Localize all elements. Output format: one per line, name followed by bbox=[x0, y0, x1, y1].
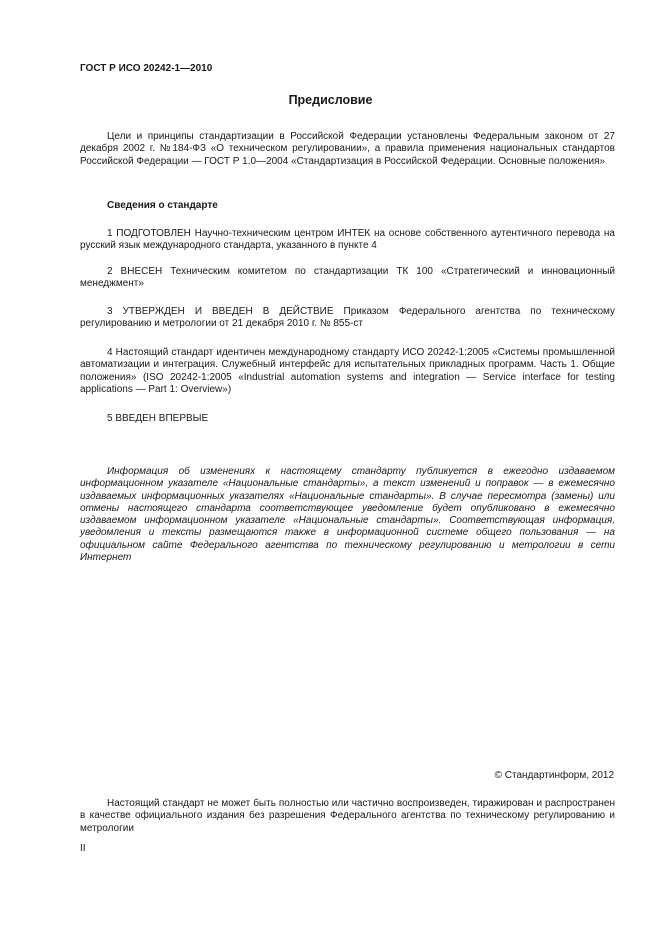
intro-paragraph: Цели и принципы стандартизации в Российской Федерации установлены Федеральным законом от 27 декабря 2002 г. №184-ФЗ «О техническом регулировании», а правила применения национальных стандартов Российской Федерации — ГОСТ Р 1.0—2004 «Стандартизация в Российской Федерации. Основные положения» bbox=[80, 131, 615, 167]
page-number: II bbox=[80, 843, 86, 854]
changes-notice: Информация об изменениях к настоящему стандарту публикуется в ежегодно издаваемом информационном указателе «Национальные стандарты», а текст изменений и поправок — в ежемесячно издаваемых информационных указателях «Национальные стандарты». В случае пересмотра (замены) или отмены настоящего стандарта соответствующее уведомление будет опубликовано в ежемесячно издаваемом информационном указателе «Национальные стандарты». Соответствующая информация, уведомления и тексты размещаются также в информационной системе общего пользования — на официальном сайте Федерального агентства по техническому регулированию и метрологии в сети Интернет bbox=[80, 466, 615, 564]
item-4: 4 Настоящий стандарт идентичен международному стандарту ИСО 20242-1:2005 «Системы промышленной автоматизации и интеграция. Служебный интерфейс для испытательных прикладных программ. Часть 1. Общие положения» (ISO 20242-1:2005 «Industrial automation systems and integration — Service interface for testing applications — Part 1: Overview») bbox=[80, 347, 615, 395]
item-5: 5 ВВЕДЕН ВПЕРВЫЕ bbox=[107, 413, 209, 424]
item-3: 3 УТВЕРЖДЕН И ВВЕДЕН В ДЕЙСТВИЕ Приказом Федерального агентства по техническому регулированию и метрологии от 21 декабря 2010 г. № 855-ст bbox=[80, 306, 615, 330]
reproduction-notice: Настоящий стандарт не может быть полностью или частично воспроизведен, тиражирован и распространен в качестве официального издания без разрешения Федерального агентства по техническому регулированию и метрологии bbox=[80, 798, 615, 834]
item-2: 2 ВНЕСЕН Техническим комитетом по стандартизации ТК 100 «Стратегический и инновационный менеджмент» bbox=[80, 266, 615, 290]
item-1: 1 ПОДГОТОВЛЕН Научно-техническим центром ИНТЕК на основе собственного аутентичного перевода на русский язык международного стандарта, указанного в пункте 4 bbox=[80, 228, 615, 252]
copyright-line: © Стандартинформ, 2012 bbox=[494, 770, 614, 781]
section-heading: Сведения о стандарте bbox=[107, 200, 218, 211]
document-code-header: ГОСТ Р ИСО 20242-1—2010 bbox=[80, 63, 213, 74]
page-title: Предисловие bbox=[288, 93, 373, 107]
